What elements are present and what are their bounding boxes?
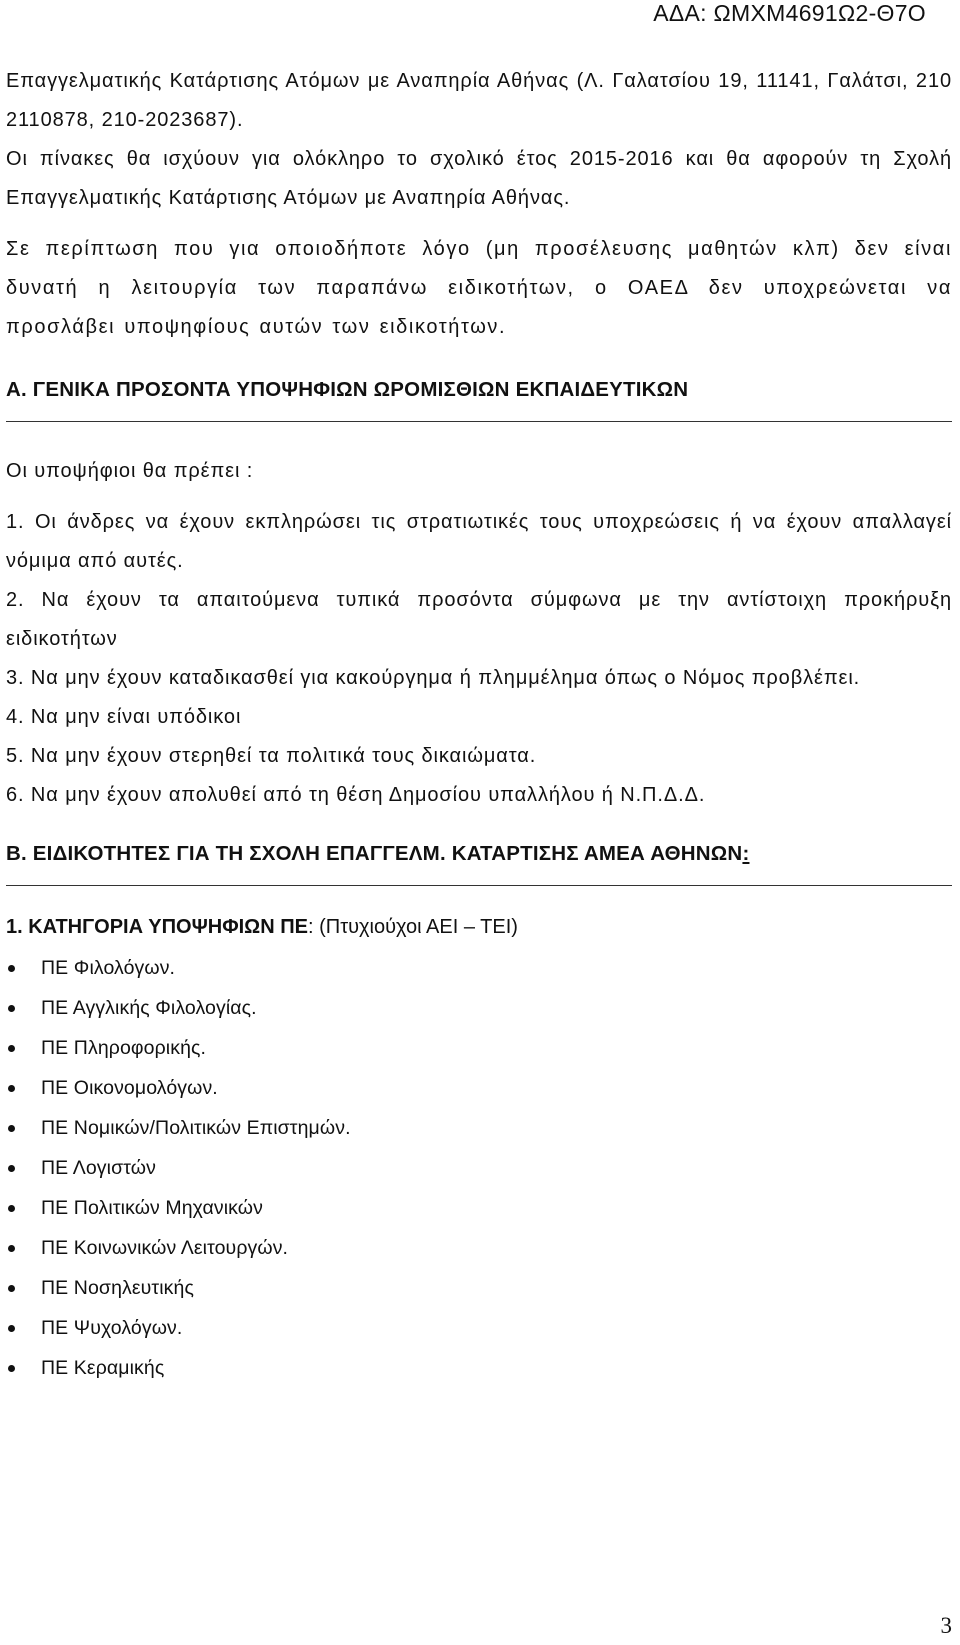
requirement-item: 2. Να έχουν τα απαιτούμενα τυπικά προσόντα σύμφωνα με την αντίστοιχη προκήρυξη ειδικοτήτων [6, 589, 952, 650]
specialty-item [6, 1028, 952, 1068]
requirements-list [6, 503, 952, 815]
category-heading [6, 914, 952, 940]
specialty-item [6, 1268, 952, 1308]
bullet-icon [8, 1325, 15, 1332]
page-number: 3 [940, 1613, 952, 1638]
specialty-label: ΠΕ Κοινωνικών Λειτουργών. [41, 1237, 289, 1259]
intro-paragraph-1: Επαγγελματικής Κατάρτισης Ατόμων με Αναπηρία Αθήνας (Λ. Γαλατσίου 19, 11141, Γαλάτσι, 210 2110878, 210-2023687). [6, 70, 952, 131]
section-b-heading-colon: : [742, 842, 750, 865]
specialty-item [6, 988, 952, 1028]
specialty-item [6, 1148, 952, 1188]
specialty-label: ΠΕ Νοσηλευτικής [41, 1277, 194, 1299]
requirement-item: 5. Να μην έχουν στερηθεί τα πολιτικά τους δικαιώματα. [6, 745, 537, 767]
specialty-item [6, 1188, 952, 1228]
bullet-icon [8, 1005, 15, 1012]
document-page [6, 62, 952, 1388]
requirement-item: 4. Να μην είναι υπόδικοι [6, 706, 242, 728]
bullet-icon [8, 1045, 15, 1052]
specialty-label: ΠΕ Νομικών/Πολιτικών Επιστημών. [41, 1117, 351, 1139]
specialty-item [6, 1108, 952, 1148]
specialty-label: ΠΕ Ψυχολόγων. [41, 1317, 183, 1339]
section-b-heading [6, 841, 952, 867]
specialty-item [6, 1068, 952, 1108]
ada-code: ΑΔΑ: ΩΜΧΜ4691Ω2-Θ7Ο [653, 0, 926, 26]
bullet-icon [8, 1125, 15, 1132]
category-heading-bold: 1. ΚΑΤΗΓΟΡΙΑ ΥΠΟΨΗΦΙΩΝ ΠΕ [6, 916, 308, 938]
specialty-label: ΠΕ Φιλολόγων. [41, 957, 176, 979]
bullet-icon [8, 1365, 15, 1372]
requirement-item: 6. Να μην έχουν απολυθεί από τη θέση Δημοσίου υπαλλήλου ή Ν.Π.Δ.Δ. [6, 784, 706, 806]
bullet-icon [8, 1205, 15, 1212]
specialty-item [6, 1308, 952, 1348]
specialty-item [6, 948, 952, 988]
category-heading-rest: : (Πτυχιούχοι ΑΕΙ – ΤΕΙ) [308, 916, 518, 938]
specialty-label: ΠΕ Πολιτικών Μηχανικών [41, 1197, 263, 1219]
bullet-icon [8, 1285, 15, 1292]
specialty-label: ΠΕ Οικονομολόγων. [41, 1077, 218, 1099]
specialty-item [6, 1348, 952, 1388]
requirement-item: 3. Να μην έχουν καταδικασθεί για κακούργημα ή πλημμέλημα όπως ο Νόμος προβλέπει. [6, 667, 861, 689]
section-a-heading: Α. ΓΕΝΙΚΑ ΠΡΟΣΟΝΤΑ ΥΠΟΨΗΦΙΩΝ ΩΡΟΜΙΣΘΙΩΝ ΕΚΠΑΙΔΕΥΤΙΚΩΝ [6, 378, 689, 401]
bullet-icon [8, 1245, 15, 1252]
specialty-label: ΠΕ Λογιστών [41, 1157, 156, 1179]
intro-paragraph-2: Οι πίνακες θα ισχύουν για ολόκληρο το σχολικό έτος 2015-2016 και θα αφορούν τη Σχολή Επαγγελματικής Κατάρτισης Ατόμων με Αναπηρία Αθήνας. [6, 148, 952, 209]
intro-paragraph-3: Σε περίπτωση που για οποιοδήποτε λόγο (μη προσέλευσης μαθητών κλπ) δεν είναι δυνατή η λειτουργία των παραπάνω ειδικοτήτων, ο ΟΑΕΔ δεν υποχρεώνεται να προσλάβει υποψηφίους αυτών των ειδικοτήτων. [6, 238, 952, 338]
section-a-lead: Οι υποψήφιοι θα πρέπει : [6, 460, 254, 482]
specialty-label: ΠΕ Κεραμικής [41, 1357, 165, 1379]
requirement-item: 1. Οι άνδρες να έχουν εκπληρώσει τις στρατιωτικές τους υποχρεώσεις ή να έχουν απαλλαγεί νόμιμα από αυτές. [6, 511, 952, 572]
bullet-icon [8, 1165, 15, 1172]
section-b-heading-text: Β. ΕΙΔΙΚΟΤΗΤΕΣ ΓΙΑ ΤΗ ΣΧΟΛΗ ΕΠΑΓΓΕΛΜ. ΚΑΤΑΡΤΙΣΗΣ ΑΜΕΑ ΑΘΗΝΩΝ [6, 842, 743, 865]
bullet-icon [8, 965, 15, 972]
bullet-icon [8, 1085, 15, 1092]
specialty-label: ΠΕ Αγγλικής Φιλολογίας. [41, 997, 257, 1019]
specialty-item [6, 1228, 952, 1268]
specialties-list [6, 948, 952, 1388]
specialty-label: ΠΕ Πληροφορικής. [41, 1037, 207, 1059]
